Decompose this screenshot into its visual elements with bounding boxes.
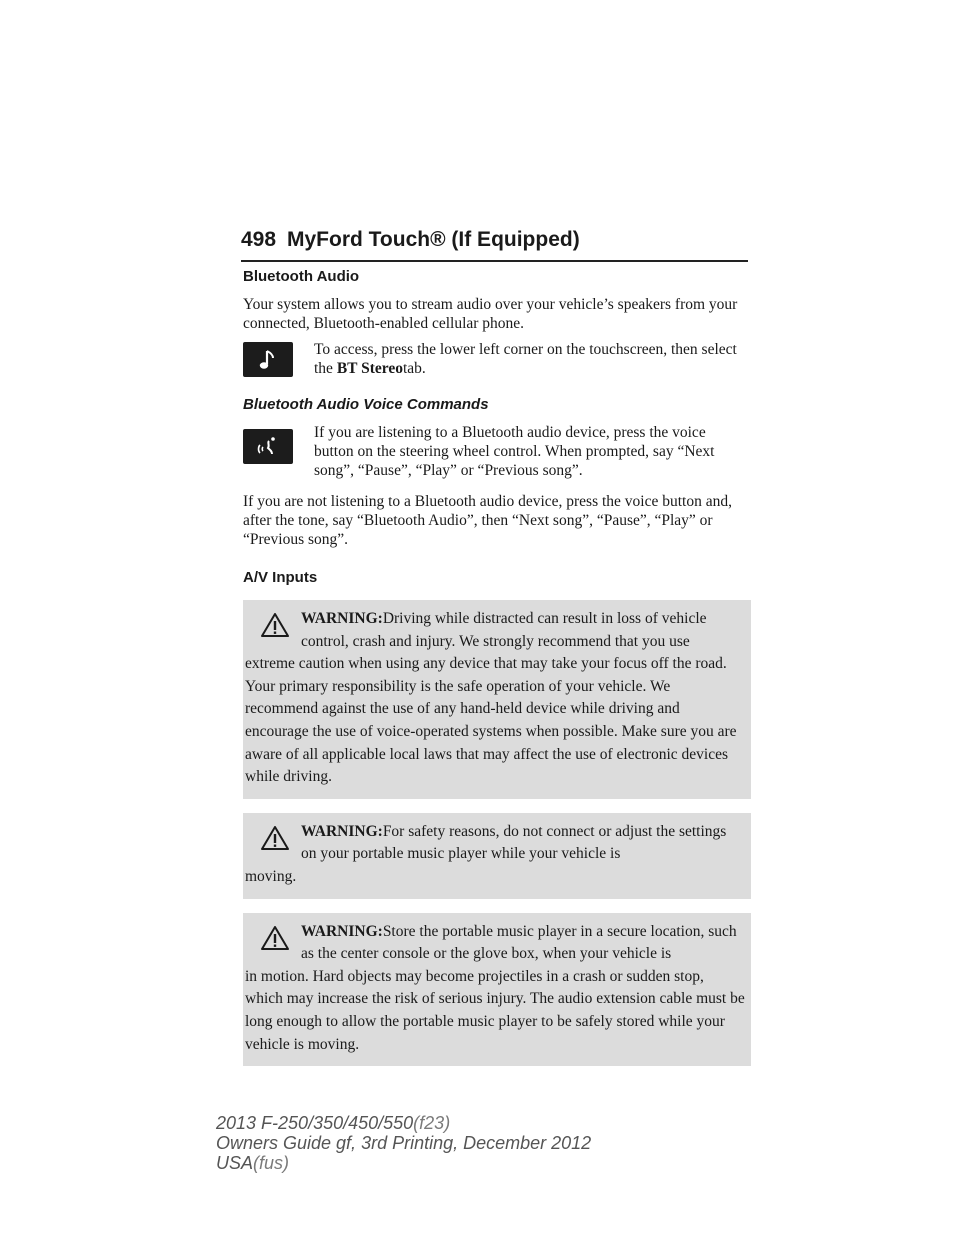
- access-instruction: [243, 340, 748, 378]
- footer-model: 2013 F-250/350/450/550: [216, 1113, 414, 1133]
- bluetooth-intro: Your system allows you to stream audio over your vehicle’s speakers from your connected, Bluetooth-enabled cellular phone.: [243, 296, 738, 332]
- music-note-icon: [243, 342, 293, 377]
- warning-box-1: WARNING:Driving while distracted can result in loss of vehicle control, crash and injury. We strongly recommend that you use extreme caution when using any device that may take your focus off the road. Your primary responsibility is the safe operation of your vehicle. We recommend against the use of any hand-held device while driving and encourage the use of voice-operated systems when possible. Make sure you are aware of all applicable local laws that may affect the use of electronic devices while driving.: [243, 600, 751, 799]
- warning-box-3: WARNING:Store the portable music player in a secure location, such as the center console or the glove box, when your vehicle is in motion. Hard objects may become projectiles in a crash or sudden stop, which may increase the risk of serious injury. The audio extension cable must be long enough to allow the portable music player to be safely stored while your vehicle is moving.: [243, 913, 751, 1067]
- bt-stereo-tab-name: BT Stereo: [336, 360, 403, 377]
- section-heading-av-inputs: A/V Inputs: [243, 569, 318, 586]
- warning-box-2: WARNING:For safety reasons, do not connect or adjust the settings on your portable music player while your vehicle is moving.: [243, 813, 751, 899]
- section-heading-bluetooth-audio: Bluetooth Audio: [243, 268, 360, 285]
- chapter-title: MyFord Touch® (If Equipped): [287, 228, 580, 251]
- voice-text-1: If you are listening to a Bluetooth audio device, press the voice button on the steering wheel control. When prompted, say “Next song”, “Pause”, “Play” or “Previous song”.: [314, 424, 715, 479]
- voice-icon: [243, 429, 293, 464]
- warning-triangle-icon: [255, 612, 295, 638]
- warning-label: WARNING:: [301, 922, 383, 940]
- page-footer: [216, 1113, 591, 1173]
- footer-model-code: (f23): [413, 1113, 451, 1133]
- section-heading-voice-commands: Bluetooth Audio Voice Commands: [243, 396, 489, 413]
- warning-label: WARNING:: [301, 610, 383, 627]
- warning-text-1: extreme caution when using any device that may take your focus off the road. Your primary responsibility is the safe operation of your vehicle. We recommend against the use of any hand-held device while driving and encourage the use of voice-operated systems when possible. Make sure you are aware of all applicable local laws that may affect the use of electronic devices while driving.: [245, 655, 737, 786]
- page-header: [241, 228, 748, 262]
- page-content: [243, 268, 748, 1066]
- footer-guide: Owners Guide gf, 3rd Printing, December 2012: [216, 1133, 592, 1153]
- access-text: To access, press the lower left corner on the touchscreen, then select the BT Stereotab.: [314, 341, 737, 377]
- footer-region: USA: [216, 1153, 254, 1173]
- footer-region-code: (fus): [253, 1153, 290, 1173]
- warning-label: WARNING:: [301, 822, 383, 840]
- voice-text-2: If you are not listening to a Bluetooth audio device, press the voice button and, after the tone, say “Bluetooth Audio”, then “Next song”, “Pause”, “Play” or “Previous song”.: [243, 493, 732, 548]
- page-number: 498: [241, 228, 277, 251]
- warning-text-3: in motion. Hard objects may become projectiles in a crash or sudden stop, which may increase the risk of serious injury. The audio extension cable must be long enough to allow the portable music player to be safely stored while your vehicle is moving.: [245, 967, 745, 1053]
- warning-text-2: moving.: [245, 867, 297, 885]
- warning-triangle-icon: [255, 825, 295, 851]
- voice-instruction: [243, 423, 748, 480]
- warning-triangle-icon: [255, 925, 295, 951]
